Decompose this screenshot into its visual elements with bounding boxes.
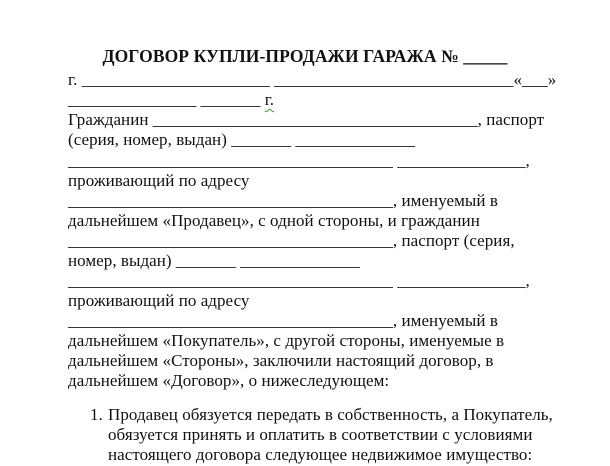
clause-1-line-2: обязуется принять и оплатить в соответствии с условиями	[108, 425, 533, 444]
date-line: _______________ _______ г.	[68, 90, 275, 109]
contract-title: ДОГОВОР КУПЛИ-ПРОДАЖИ ГАРАЖА № _____	[102, 46, 508, 66]
clause-number: 1.	[90, 405, 103, 424]
seller-address-line: ______________________________________, именуемый в	[68, 191, 498, 210]
buyer-role-line: дальнейшем «Покупатель», с другой стороны, именуемые в	[68, 331, 505, 350]
clause-1-line-1: Продавец обязуется передать в собственность, а Покупатель,	[108, 405, 553, 424]
buyer-passport-issuer-line: ______________________________________ _______________,	[68, 271, 530, 290]
agreement-line: дальнейшем «Договор», о нижеследующем:	[68, 371, 390, 390]
year-abbrev: г.	[264, 90, 275, 109]
clause-1-line-3: настоящего договора следующее недвижимое имущество:	[108, 445, 533, 464]
buyer-name-line: ______________________________________, паспорт (серия,	[68, 231, 515, 250]
buyer-passport-line: номер, выдан) _______ ______________	[68, 251, 360, 270]
city-date-line: г. ______________________ ____________________________«___»	[68, 70, 557, 89]
seller-passport-line: (серия, номер, выдан) _______ ______________	[68, 130, 416, 149]
seller-name-line: Гражданин ______________________________________, паспорт	[68, 110, 545, 129]
seller-role-line: дальнейшем «Продавец», с одной стороны, и гражданин	[68, 211, 480, 230]
seller-address-label: проживающий по адресу	[68, 171, 250, 190]
buyer-address-label: проживающий по адресу	[68, 291, 250, 310]
parties-line: дальнейшем «Стороны», заключили настоящий договор, в	[68, 351, 494, 370]
seller-passport-issuer-line: ______________________________________ _______________,	[68, 151, 530, 170]
buyer-address-line: ______________________________________, именуемый в	[68, 311, 498, 330]
